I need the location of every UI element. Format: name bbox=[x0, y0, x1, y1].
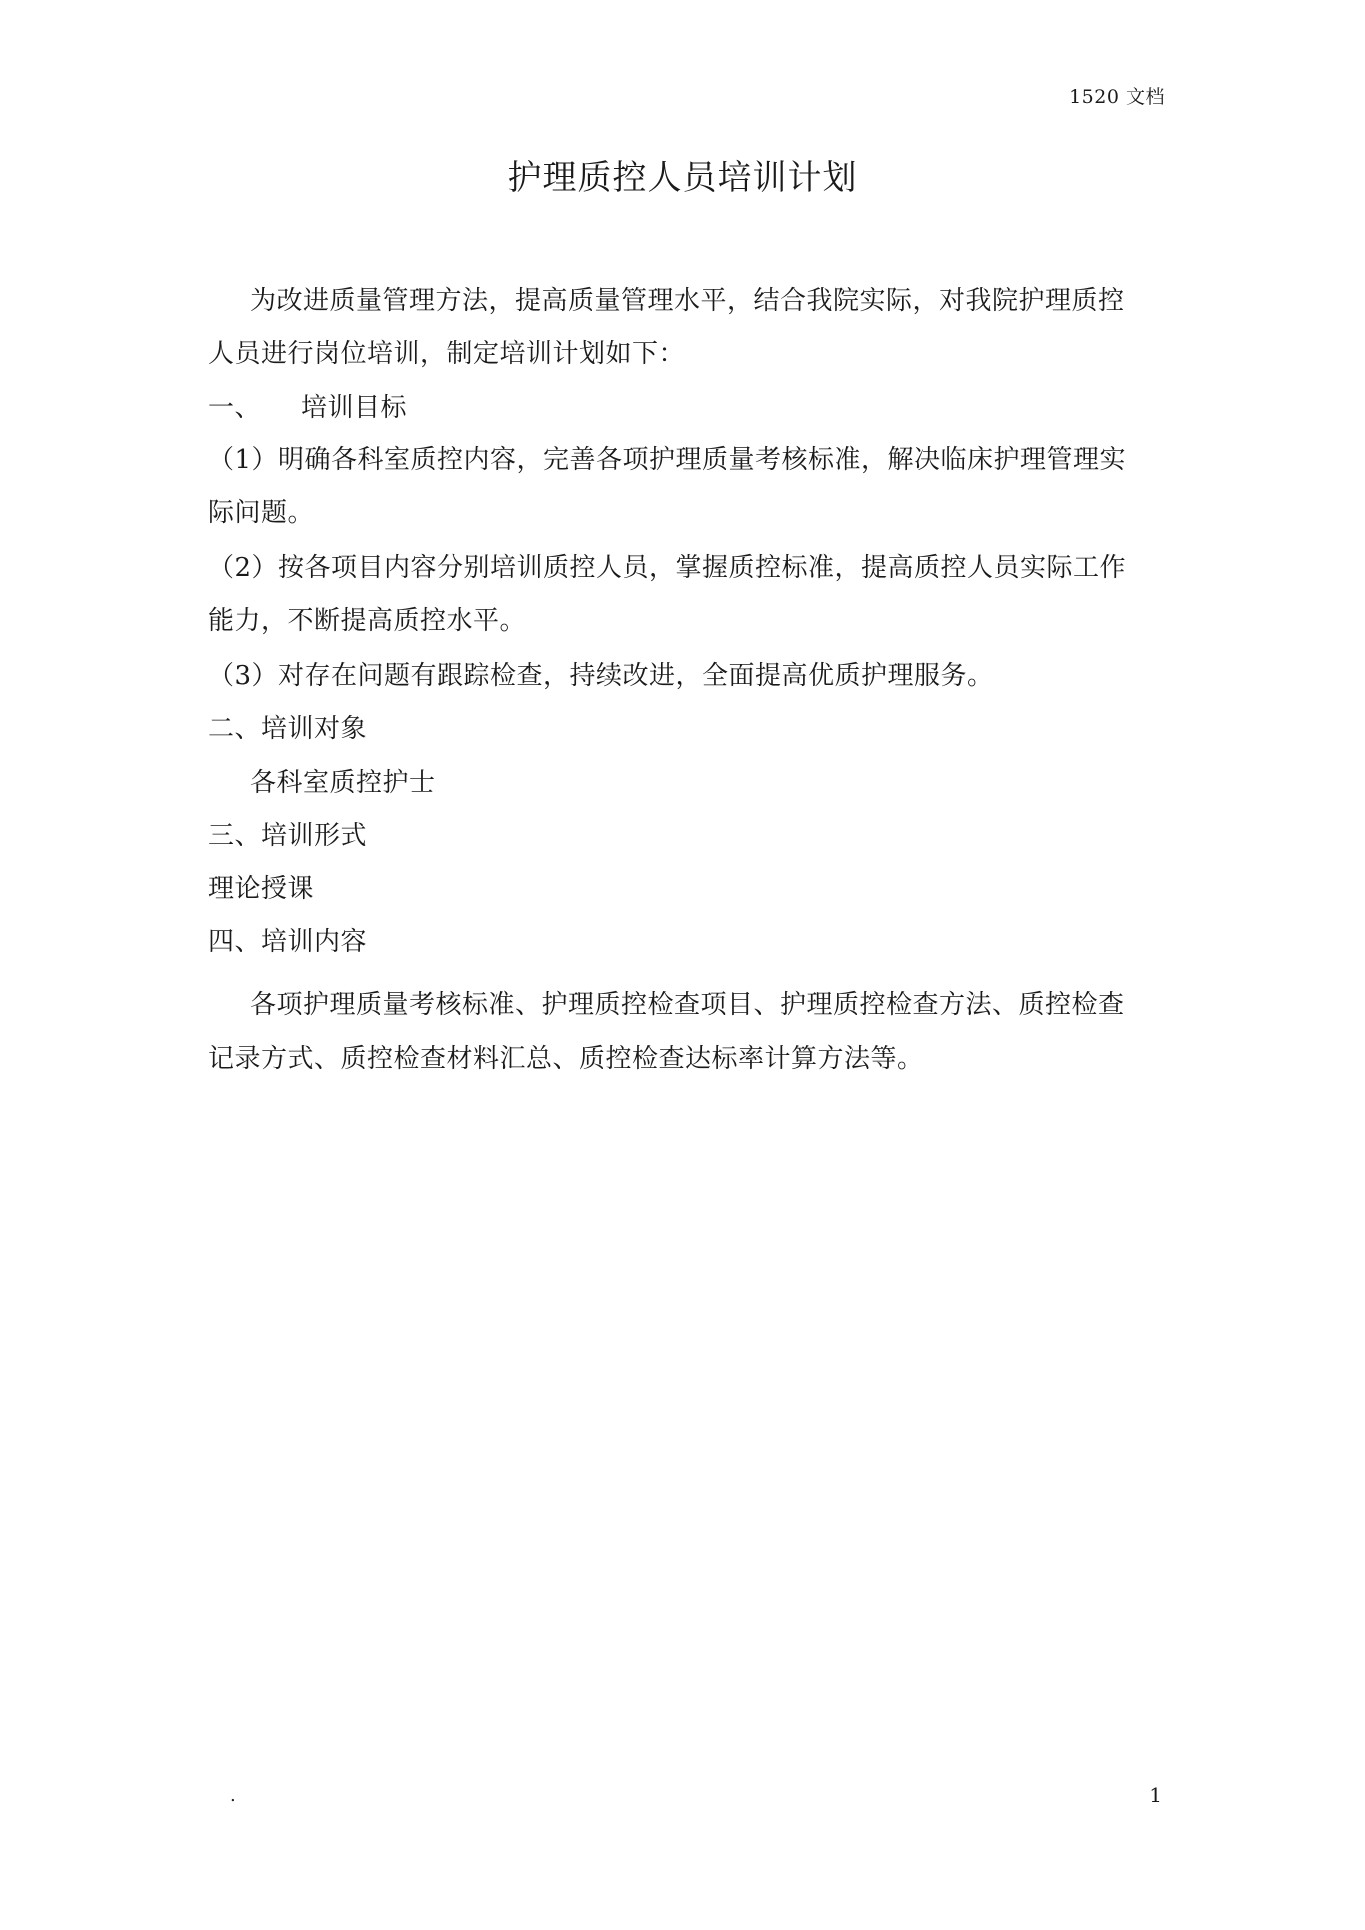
section-3-content: 理论授课 bbox=[208, 874, 315, 904]
section-4-heading: 四、培训内容 bbox=[208, 927, 368, 957]
s1-item-2-line-1: （2）按各项目内容分别培训质控人员，掌握质控标准，提高质控人员实际工作 bbox=[208, 553, 1127, 583]
section-2-heading: 二、培训对象 bbox=[208, 714, 368, 744]
section-3-heading: 三、培训形式 bbox=[208, 821, 368, 851]
header-doc-tag: 1520 文档 bbox=[1069, 86, 1165, 108]
section-4-content-line-1: 各项护理质量考核标准、护理质控检查项目、护理质控检查方法、质控检查 bbox=[250, 990, 1125, 1020]
s1-item-1-line-2: 际问题。 bbox=[208, 498, 315, 528]
section-2-content: 各科室质控护士 bbox=[250, 768, 436, 798]
s1-item-2-line-2: 能力，不断提高质控水平。 bbox=[208, 606, 527, 636]
footer-page-number: 1 bbox=[1149, 1783, 1162, 1807]
s1-item-3-line-1: （3）对存在问题有跟踪检查，持续改进，全面提高优质护理服务。 bbox=[208, 661, 994, 691]
section-1-heading-num: 一、 bbox=[208, 393, 262, 423]
footer-dot: . bbox=[230, 1785, 236, 1806]
page-title: 护理质控人员培训计划 bbox=[507, 158, 858, 198]
section-1-heading-text: 培训目标 bbox=[301, 393, 408, 423]
intro-line-1: 为改进质量管理方法，提高质量管理水平，结合我院实际，对我院护理质控 bbox=[250, 286, 1125, 316]
section-1-heading bbox=[208, 387, 407, 424]
intro-line-2: 人员进行岗位培训，制定培训计划如下： bbox=[208, 339, 686, 369]
s1-item-1-line-1: （1）明确各科室质控内容，完善各项护理质量考核标准，解决临床护理管理实 bbox=[208, 445, 1127, 475]
section-4-content-line-2: 记录方式、质控检查材料汇总、质控检查达标率计算方法等。 bbox=[208, 1044, 924, 1074]
